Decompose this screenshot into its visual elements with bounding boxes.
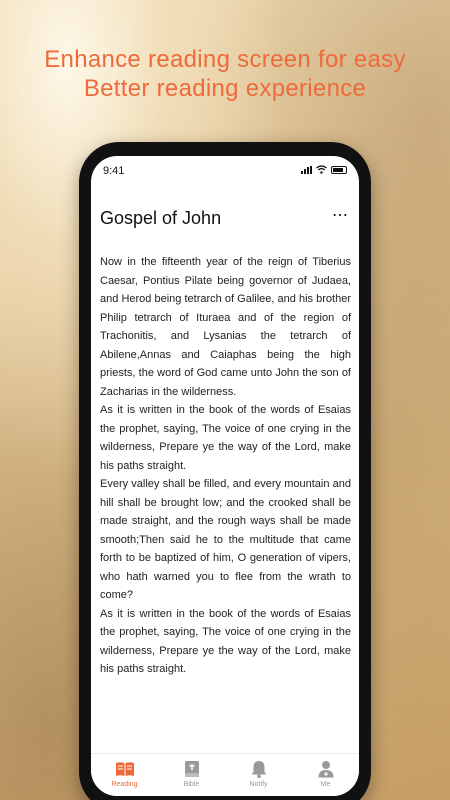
book-open-icon bbox=[115, 759, 135, 779]
signal-icon bbox=[301, 166, 312, 174]
person-icon bbox=[316, 759, 336, 779]
tab-label: Me bbox=[320, 781, 331, 788]
tab-notify[interactable] bbox=[225, 754, 292, 796]
tab-reading[interactable] bbox=[91, 754, 158, 796]
phone-screen bbox=[91, 156, 359, 796]
page-title: Gospel of John bbox=[100, 208, 222, 228]
tab-bible[interactable] bbox=[158, 754, 225, 796]
phone-frame bbox=[79, 142, 371, 800]
paragraph: As it is written in the book of the words of Esaias the prophet, saying, The voice of one crying in the wilderness, Prepare ye the way of the Lord, make his paths straight. bbox=[100, 607, 351, 675]
bible-icon bbox=[182, 759, 202, 779]
bottom-tab-bar bbox=[91, 753, 359, 796]
tab-me[interactable] bbox=[292, 754, 359, 796]
paragraph: Now in the fifteenth year of the reign of Tiberius Caesar, Pontius Pilate being governor of Judaea, and Herod being tetrarch of Galilee, and his brother Philip tetrarch of Ituraea and of the region of Trachonitis, and Lysanias the tetrarch of Abilene,Annas and Caiaphas being the high priests, the word of God came unto John the son of Zacharias in the wilderness. bbox=[100, 256, 351, 398]
promo-headline-line2: Better reading experience bbox=[83, 75, 367, 102]
tab-label: Notify bbox=[249, 781, 268, 788]
paragraph: As it is written in the book of the words of Esaias the prophet, saying, The voice of one crying in the wilderness, Prepare ye the way of the Lord, make his paths straight. bbox=[100, 404, 351, 472]
status-icons bbox=[301, 165, 347, 174]
status-bar bbox=[91, 156, 359, 184]
promo-headline-line1: Enhance reading screen for easy bbox=[44, 46, 406, 73]
status-time: 9:41 bbox=[103, 165, 125, 177]
reading-content bbox=[100, 253, 351, 679]
wifi-icon bbox=[316, 165, 327, 174]
tab-label: Bible bbox=[183, 781, 200, 788]
paragraph: Every valley shall be filled, and every mountain and hill shall be brought low; and the crooked shall be made straight, and the rough ways shall be made smooth;Then said he to the multitude that came forth to be baptized of him, O generation of vipers, who hath warned you to flee from the wrath to come? bbox=[100, 478, 351, 601]
tab-label: Reading bbox=[111, 781, 138, 788]
bell-icon bbox=[249, 759, 269, 779]
battery-icon bbox=[331, 166, 347, 174]
more-options-button[interactable]: ⋯ bbox=[332, 207, 349, 224]
